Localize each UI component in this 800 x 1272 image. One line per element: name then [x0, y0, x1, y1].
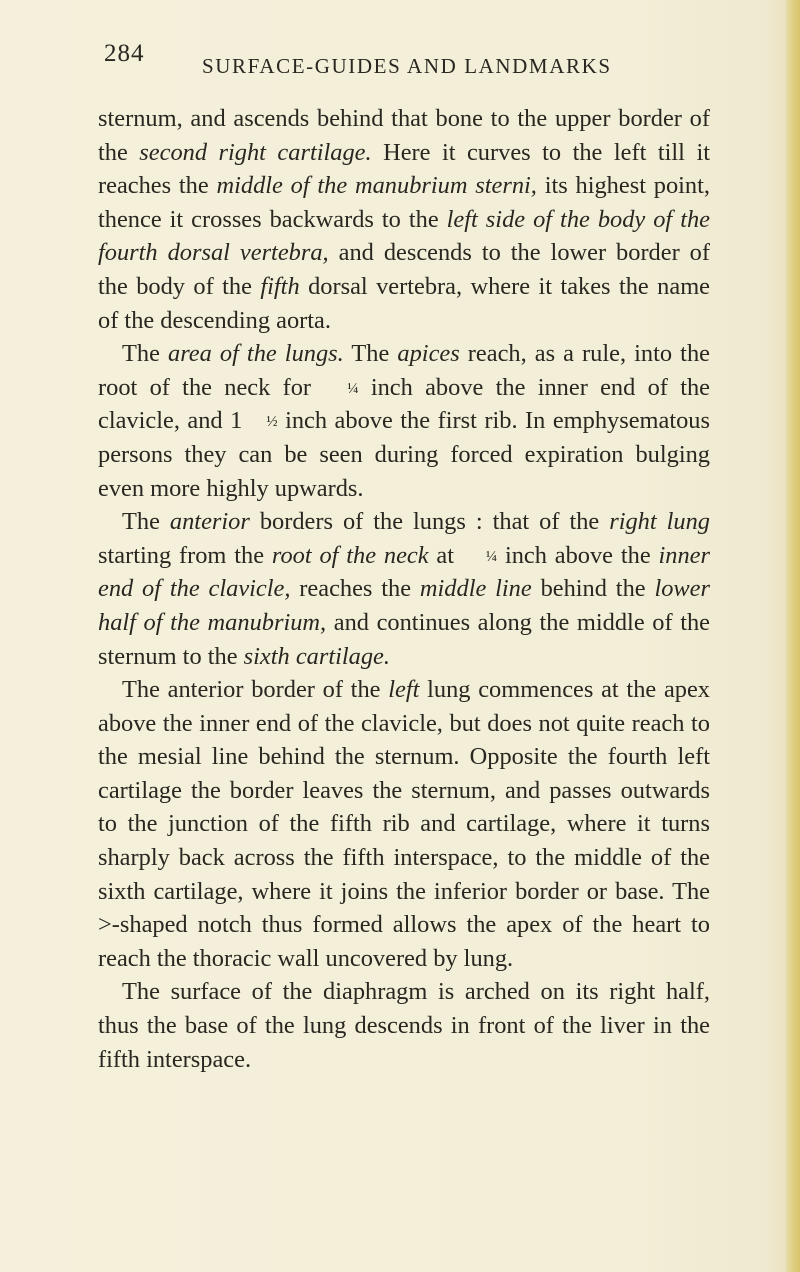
page-edge [786, 0, 800, 1272]
text-run: reach, as a rule, into the root of the neck for [98, 340, 710, 401]
italic-text: right lung [609, 508, 710, 536]
text-run: The [122, 508, 170, 536]
page-number: 284 [104, 40, 145, 67]
paragraph [98, 337, 710, 505]
paragraph [98, 505, 710, 673]
text-run: borders of the lungs : that of the [249, 508, 610, 536]
text-run: The anterior border of the [122, 676, 389, 704]
text-run: and descends to the lower border of the body of the [98, 239, 710, 300]
text-run: and continues along the middle of the sternum to the [98, 608, 710, 670]
body-text [98, 102, 710, 1076]
italic-text: left side of the body of the fourth dorsal vertebra, [98, 205, 710, 267]
italic-text: second right cartilage. [139, 138, 372, 166]
running-head: SURFACE-GUIDES AND LANDMARKS [202, 54, 612, 78]
fraction: ½ [266, 414, 278, 431]
italic-text: left [388, 676, 420, 704]
text-run: at [428, 541, 462, 569]
text-run: The [343, 340, 398, 368]
text-run: behind the [531, 575, 655, 603]
text-run: inch above the [497, 541, 659, 569]
fraction: ¼ [347, 380, 359, 397]
fraction: ¼ [485, 548, 498, 565]
italic-text: sixth cartilage. [243, 642, 390, 670]
italic-text: root of the neck [271, 541, 429, 569]
text-run: sternum, and ascends behind that bone to the upper border of the [98, 105, 710, 166]
text-run: starting from the [98, 541, 272, 569]
italic-text: area of the lungs. [168, 340, 344, 368]
italic-text: middle of the manubrium sterni, [216, 172, 537, 200]
paragraph [98, 975, 710, 1076]
text-run: inch above the first rib. In emphysematous persons they can be seen during forced expiration bulging even more highly upwards. [98, 407, 710, 502]
italic-text: middle line [419, 575, 532, 603]
text-run: inch above the inner end of the clavicle, and 1 [98, 373, 710, 435]
text-run: Here it curves to the left till it reaches the [98, 138, 710, 200]
italic-text: anterior [169, 508, 250, 536]
text-run: reaches the [290, 575, 420, 603]
italic-text: inner end of the clavicle, [98, 541, 710, 603]
text-run: The surface of the diaphragm is arched on its right half, thus the base of the lung descends in front of the liver in the fifth interspace. [98, 978, 710, 1073]
text-run: its highest point, thence it crosses backwards to the [98, 172, 710, 233]
italic-text: apices [397, 340, 460, 368]
text-run: dorsal vertebra, where it takes the name of the descending aorta. [98, 272, 710, 334]
text-run: lung commences at the apex above the inner end of the clavicle, but does not quite reach to the mesial line behind the sternum. Opposite the fourth left cartilage the border leaves the sternum, and passes outwards to the junction of the fifth rib and cartilage, where it turns sharply back across the fifth interspace, to the middle of the sixth cartilage, where it joins the inferior border or base. The >-shaped notch thus formed allows the apex of the heart to reach the thoracic wall uncovered by lung. [98, 676, 710, 972]
italic-text: lower half of the manubrium, [98, 575, 710, 636]
italic-text: fifth [260, 272, 300, 300]
text-run: The [122, 340, 168, 368]
paragraph [98, 673, 710, 975]
paragraph [98, 102, 710, 337]
